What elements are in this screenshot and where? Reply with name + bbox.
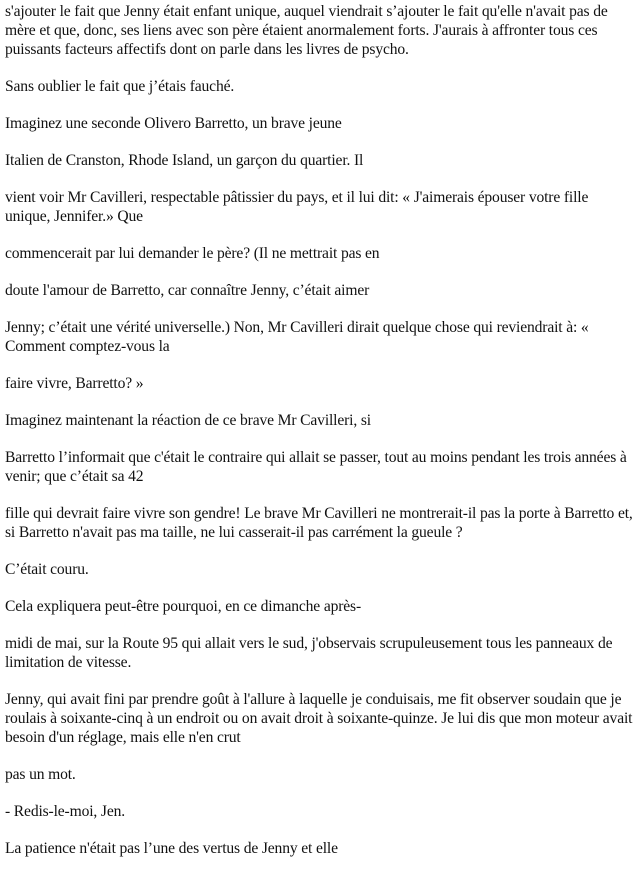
paragraph: s'ajouter le fait que Jenny était enfant unique, auquel viendrait s’ajouter le fait qu'elle n'avait pas de mère et que, donc, ses liens avec son père étaient anormalement forts. J'aurais à affronter tous ces puissants facteurs affectifs dont on parle dans les livres de psycho.	[5, 3, 608, 58]
paragraph: vient voir Mr Cavilleri, respectable pâtissier du pays, et il lui dit: « J'aimerais épouser votre fille unique, Jennifer.» Que	[5, 189, 589, 225]
paragraph: Imaginez maintenant la réaction de ce brave Mr Cavilleri, si	[5, 412, 371, 429]
paragraph: pas un mot.	[5, 766, 76, 783]
paragraph: Jenny, qui avait fini par prendre goût à l'allure à laquelle je conduisais, me fit observer soudain que je roulais à soixante-cinq à un endroit ou on avait droit à soixante-quinze. Je lui dis que mon moteur avait besoin d'un réglage, mais elle n'en crut	[5, 691, 633, 746]
paragraph: Cela expliquera peut-être pourquoi, en ce dimanche après-	[5, 598, 362, 615]
paragraph: Italien de Cranston, Rhode Island, un garçon du quartier. Il	[5, 152, 364, 169]
paragraph: doute l'amour de Barretto, car connaître Jenny, c’était aimer	[5, 282, 370, 299]
paragraph: Sans oublier le fait que j’étais fauché.	[5, 78, 235, 95]
paragraph: C’était couru.	[5, 561, 89, 578]
paragraph: - Redis-le-moi, Jen.	[5, 803, 125, 820]
paragraph: midi de mai, sur la Route 95 qui allait vers le sud, j'observais scrupuleusement tous les panneaux de limitation de vitesse.	[5, 635, 613, 671]
paragraph: La patience n'était pas l’une des vertus de Jenny et elle	[5, 840, 338, 857]
document-page	[5, 2, 633, 876]
paragraph: Imaginez une seconde Olivero Barretto, un brave jeune	[5, 115, 342, 132]
paragraph: faire vivre, Barretto? »	[5, 375, 144, 392]
paragraph: Barretto l’informait que c'était le contraire qui allait se passer, tout au moins pendant les trois années à venir; que c’était sa 42	[5, 449, 627, 485]
paragraph: commencerait par lui demander le père? (Il ne mettrait pas en	[5, 245, 380, 262]
paragraph: fille qui devrait faire vivre son gendre! Le brave Mr Cavilleri ne montrerait-il pas la porte à Barretto et, si Barretto n'avait pas ma taille, ne lui casserait-il pas carrément la gueule ?	[5, 505, 633, 541]
paragraph: Jenny; c’était une vérité universelle.) Non, Mr Cavilleri dirait quelque chose qui reviendrait à: « Comment comptez-vous la	[5, 319, 589, 355]
